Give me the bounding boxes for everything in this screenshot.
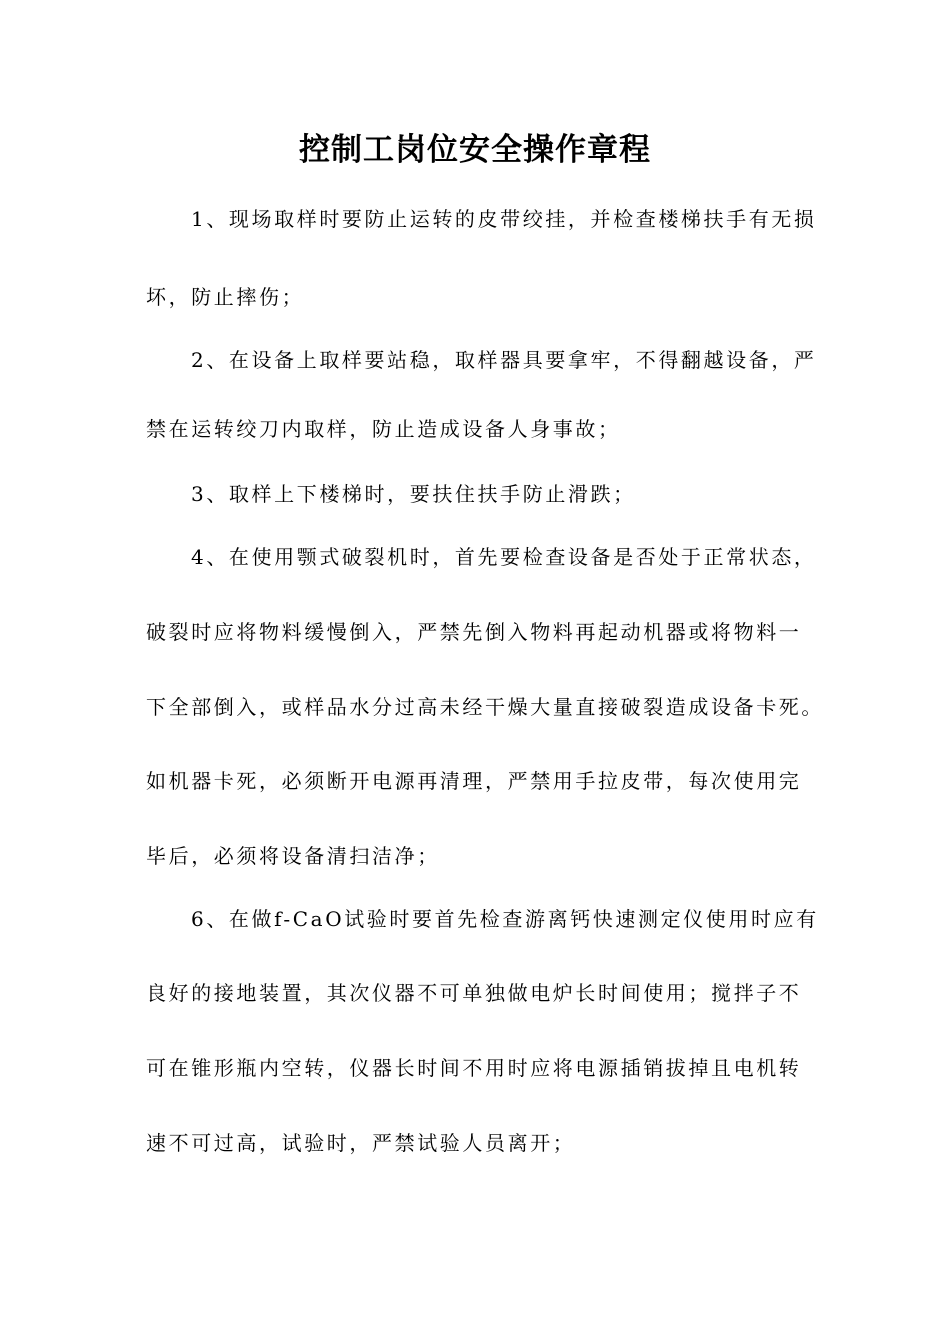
item-4-line-3: 下全部倒入，或样品水分过高未经干燥大量直接破裂造成设备卡死。 <box>146 695 824 719</box>
item-1-line-2: 坏，防止摔伤； <box>146 285 305 309</box>
item-6-line-4: 速不可过高，试验时，严禁试验人员离开； <box>146 1131 576 1155</box>
page-title: 控制工岗位安全操作章程 <box>299 132 651 168</box>
item-6-line-2: 良好的接地装置，其次仪器不可单独做电炉长时间使用；搅拌子不 <box>146 981 802 1005</box>
item-1-line-1: 1、现场取样时要防止运转的皮带绞挂，并检查楼梯扶手有无损 <box>191 207 817 231</box>
item-4-line-1: 4、在使用颚式破裂机时，首先要检查设备是否处于正常状态， <box>191 545 817 569</box>
item-2-line-1: 2、在设备上取样要站稳，取样器具要拿牢，不得翻越设备，严 <box>191 348 817 372</box>
item-6-line-1: 6、在做f-CaO试验时要首先检查游离钙快速测定仪使用时应有 <box>191 907 819 931</box>
item-3-line-1: 3、取样上下楼梯时，要扶住扶手防止滑跌； <box>191 482 636 506</box>
item-4-line-2: 破裂时应将物料缓慢倒入，严禁先倒入物料再起动机器或将物料一 <box>146 620 802 644</box>
item-4-line-4: 如机器卡死，必须断开电源再清理，严禁用手拉皮带，每次使用完 <box>146 769 802 793</box>
item-4-line-5: 毕后，必须将设备清扫洁净； <box>146 844 440 868</box>
item-2-line-2: 禁在运转绞刀内取样，防止造成设备人身事故； <box>146 417 621 441</box>
item-6-line-3: 可在锥形瓶内空转，仪器长时间不用时应将电源插销拔掉且电机转 <box>146 1056 802 1080</box>
